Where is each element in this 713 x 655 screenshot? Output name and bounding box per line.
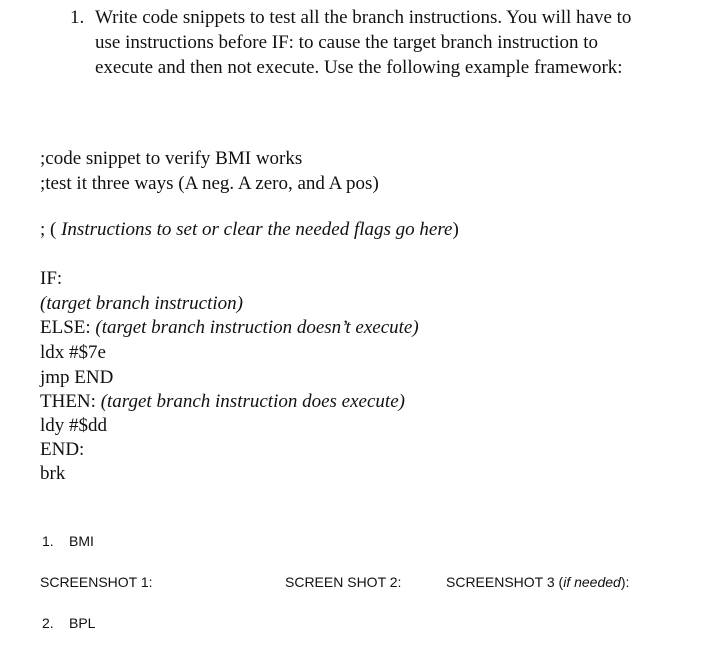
item-1-number: 1. <box>42 533 54 549</box>
instruction-line-1: Write code snippets to test all the branch instructions. You will have to <box>95 7 632 28</box>
flags-prefix: ; ( <box>40 219 57 240</box>
screenshot-1-label: SCREENSHOT 1: <box>40 574 153 590</box>
code-ldy: ldy #$dd <box>40 415 108 436</box>
screenshot-3-label <box>446 573 629 591</box>
else-text: (target branch instruction doesn’t execute) <box>95 317 419 338</box>
code-then-line <box>40 390 405 414</box>
code-flags-comment <box>40 218 459 242</box>
code-if-label: IF: <box>40 268 63 289</box>
then-text: (target branch instruction does execute) <box>100 391 405 412</box>
instruction-line-2: use instructions before IF: to cause the target branch instruction to <box>95 32 599 53</box>
flags-suffix: ) <box>452 219 459 240</box>
flags-text: Instructions to set or clear the needed flags go here <box>56 219 453 240</box>
then-label: THEN: <box>40 391 101 412</box>
screenshot-3-italic: if needed <box>563 574 621 590</box>
else-label: ELSE: <box>40 317 96 338</box>
code-ldx: ldx #$7e <box>40 342 106 363</box>
code-comment-1: ;code snippet to verify BMI works <box>40 148 303 169</box>
code-else-line <box>40 316 419 340</box>
code-end-label: END: <box>40 439 85 460</box>
item-2-label: BPL <box>69 615 96 631</box>
screenshot-2-label: SCREEN SHOT 2: <box>285 574 402 590</box>
screenshot-3-prefix: SCREENSHOT 3 ( <box>446 574 564 590</box>
code-comment-2: ;test it three ways (A neg. A zero, and A pos) <box>40 173 379 194</box>
item-2-number: 2. <box>42 615 54 631</box>
code-target-branch: (target branch instruction) <box>40 293 243 314</box>
item-1-label: BMI <box>69 533 94 549</box>
instruction-number: 1. <box>70 7 85 28</box>
code-brk: brk <box>40 463 66 484</box>
instruction-line-3: execute and then not execute. Use the following example framework: <box>95 57 623 78</box>
screenshot-3-suffix: ): <box>620 574 630 590</box>
code-jmp: jmp END <box>40 367 114 388</box>
